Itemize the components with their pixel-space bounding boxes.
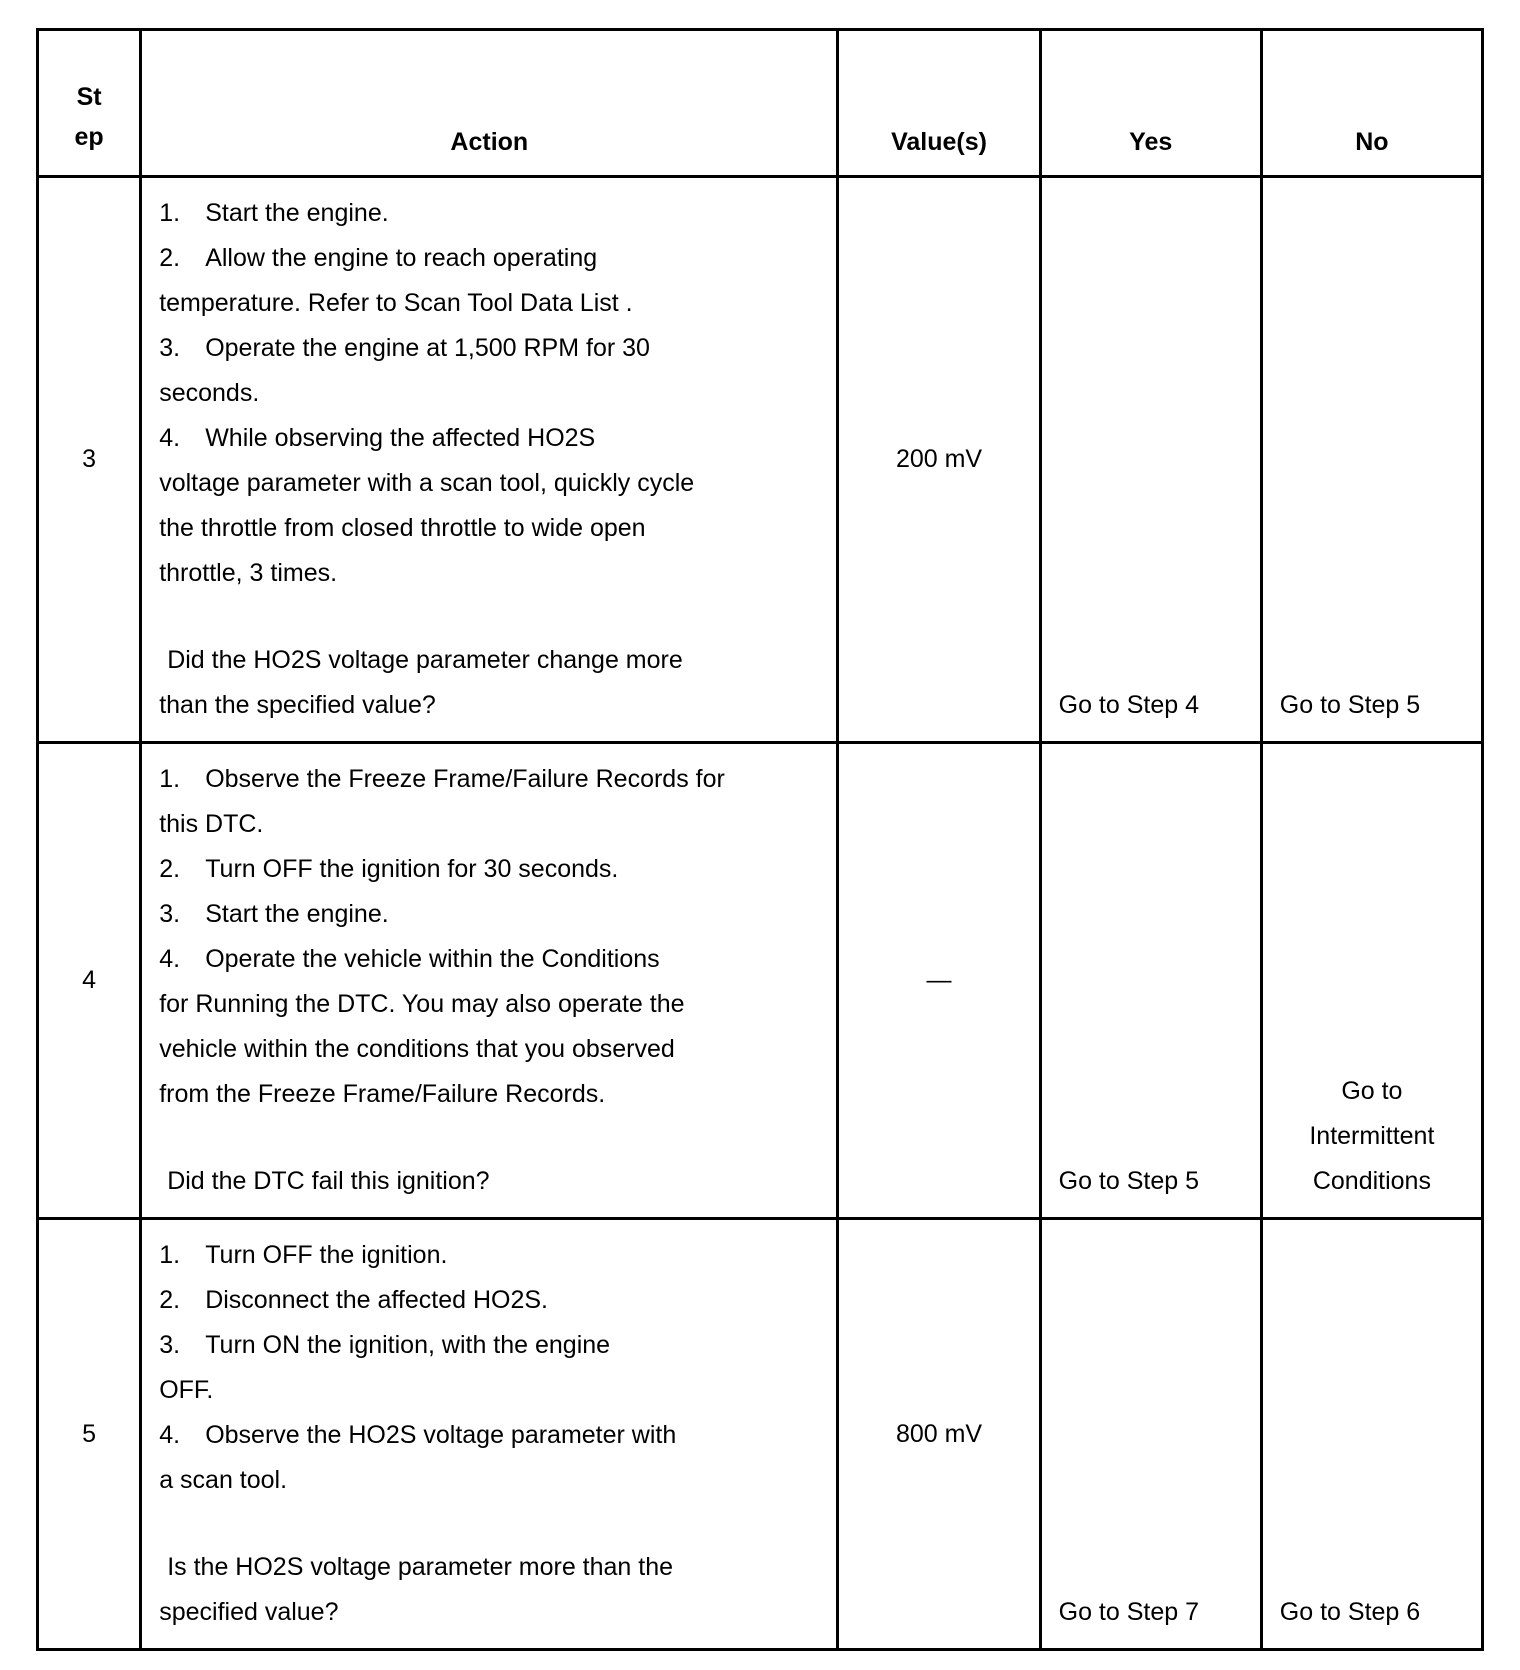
action-cell <box>141 743 838 1219</box>
header-action: Action <box>141 30 838 177</box>
header-no: No <box>1261 30 1482 177</box>
question-cont: specified value? <box>159 1598 339 1626</box>
step-number: 3 <box>38 177 141 743</box>
action-item: 3. Operate the engine at 1,500 RPM for 30 <box>159 334 650 362</box>
no-result: Go to Step 5 <box>1261 177 1482 743</box>
action-item-cont: OFF. <box>159 1376 214 1404</box>
value-cell: 200 mV <box>838 177 1040 743</box>
action-cell <box>141 1219 838 1650</box>
action-item: 3. Start the engine. <box>159 900 389 928</box>
action-item: 4. Observe the HO2S voltage parameter with <box>159 1421 677 1449</box>
diagnostic-table <box>36 28 1484 1651</box>
question-cont: than the specified value? <box>159 691 436 719</box>
question: Did the DTC fail this ignition? <box>167 1167 490 1195</box>
header-yes: Yes <box>1040 30 1261 177</box>
table-row <box>38 177 1483 743</box>
action-item-cont: temperature. Refer to Scan Tool Data List . <box>159 289 633 317</box>
header-step <box>38 30 141 177</box>
action-item: 2. Disconnect the affected HO2S. <box>159 1286 548 1314</box>
step-number: 4 <box>38 743 141 1219</box>
header-step-line2: ep <box>74 123 104 151</box>
yes-result: Go to Step 5 <box>1040 743 1261 1219</box>
action-item: 1. Start the engine. <box>159 199 389 227</box>
action-item: 1. Observe the Freeze Frame/Failure Records for <box>159 765 725 793</box>
action-item-cont: seconds. <box>159 379 260 407</box>
action-item-cont: voltage parameter with a scan tool, quickly cycle the throttle from closed throttle to wide open throttle, 3 times. <box>159 469 695 587</box>
yes-result: Go to Step 4 <box>1040 177 1261 743</box>
action-item-cont: this DTC. <box>159 810 264 838</box>
no-result: Go to Step 6 <box>1261 1219 1482 1650</box>
header-values: Value(s) <box>838 30 1040 177</box>
action-item: 3. Turn ON the ignition, with the engine <box>159 1331 611 1359</box>
value-cell: 800 mV <box>838 1219 1040 1650</box>
action-item-cont: for Running the DTC. You may also operate the vehicle within the conditions that you observed from the Freeze Frame/Failure Records. <box>159 990 685 1108</box>
action-item: 2. Allow the engine to reach operating <box>159 244 598 272</box>
action-cell <box>141 177 838 743</box>
no-result: Go to Intermittent Conditions <box>1261 743 1482 1219</box>
action-item-cont: a scan tool. <box>159 1466 288 1494</box>
header-row <box>38 30 1483 177</box>
question: Is the HO2S voltage parameter more than the <box>167 1553 674 1581</box>
table-row <box>38 1219 1483 1650</box>
header-step-line1: St <box>76 83 102 111</box>
action-item: 1. Turn OFF the ignition. <box>159 1241 448 1269</box>
value-cell: — <box>838 743 1040 1219</box>
action-item: 4. Operate the vehicle within the Conditions <box>159 945 660 973</box>
question: Did the HO2S voltage parameter change more <box>167 646 683 674</box>
action-item: 4. While observing the affected HO2S <box>159 424 596 452</box>
action-item: 2. Turn OFF the ignition for 30 seconds. <box>159 855 619 883</box>
yes-result: Go to Step 7 <box>1040 1219 1261 1650</box>
table-row <box>38 743 1483 1219</box>
step-number: 5 <box>38 1219 141 1650</box>
